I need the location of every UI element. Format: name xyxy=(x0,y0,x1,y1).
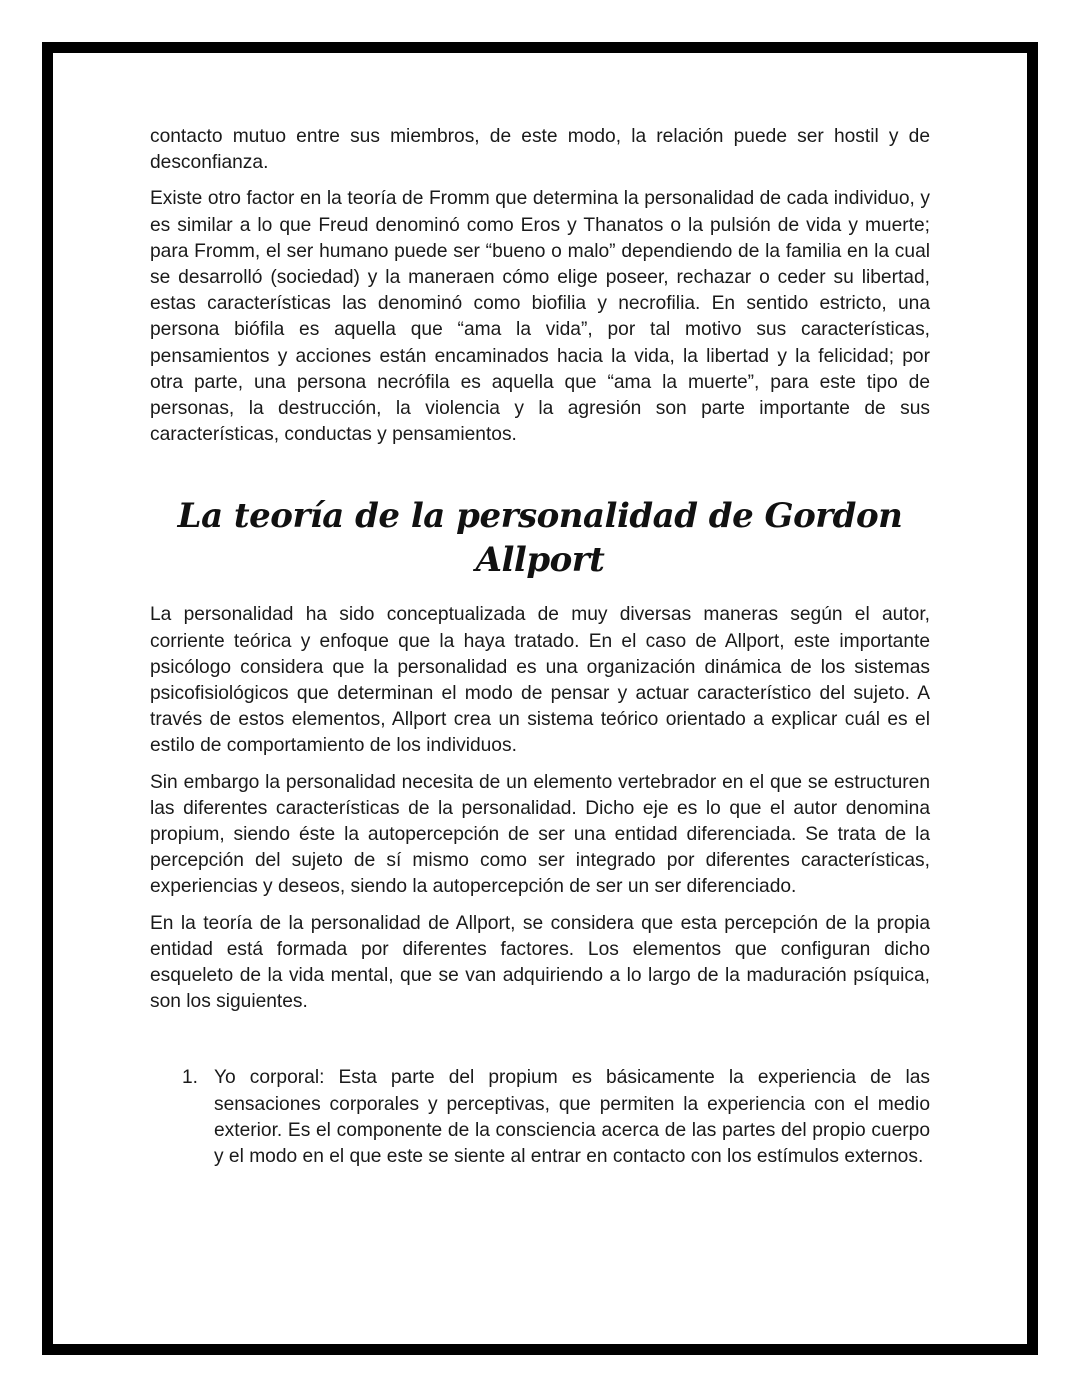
paragraph-allport-factors: En la teoría de la personalidad de Allport, se considera que esta percepción de la propia entidad está formada por diferentes factores. Los elementos que configuran dicho esqueleto de la vida mental, que se van adquiriendo a lo largo de la maduración psíquica, son los siguientes. xyxy=(150,912,930,1013)
paragraph-allport-propium: Sin embargo la personalidad necesita de un elemento vertebrador en el que se estructuren las diferentes características de la personalidad. Dicho eje es lo que el autor denomina propium, siendo éste la autopercepción de ser una entidad diferenciada. Se trata de la percepción del sujeto de sí mismo como ser integrado por diferentes características, experiencias y deseos, siendo la autopercepción de ser un ser diferenciado. xyxy=(150,771,930,898)
paragraph-fromm-relationship: contacto mutuo entre sus miembros, de este modo, la relación puede ser hostil y de desconfianza. xyxy=(150,126,930,174)
list-item-yo-corporal xyxy=(150,1065,930,1170)
paragraph-allport-definition: La personalidad ha sido conceptualizada de muy diversas maneras según el autor, corriente teórica y enfoque que la haya tratado. En el caso de Allport, este importante psicólogo considera que la personalidad es una organización dinámica de los sistemas psicofisiológicos que determinan el modo de pensar y actuar característico del sujeto. A través de estos elementos, Allport crea un sistema teórico orientado a explicar cuál es el estilo de comportamiento de los individuos. xyxy=(150,604,930,757)
paragraph-fromm-biofilia-necrofilia: Existe otro factor en la teoría de Fromm que determina la personalidad de cada individuo, y es similar a lo que Freud denominó como Eros y Thanatos o la pulsión de vida y muerte; para Fromm, el ser humano puede ser “bueno o malo” dependiendo de la familia en la cual se desarrolló (sociedad) y la maneraen cómo elige poseer, rechazar o ceder su libertad, estas características las denominó como biofilia y necrofilia. En sentido estricto, una persona biófila es aquella que “ama la vida”, por tal motivo sus características, pensamientos y acciones están encaminados hacia la vida, la libertad y la felicidad; por otra parte, una persona necrófila es aquella que “ama la muerte”, para este tipo de personas, la destrucción, la violencia y la agresión son parte importante de sus características, conductas y pensamientos. xyxy=(150,188,930,446)
list-item-text: Yo corporal: Esta parte del propium es básicamente la experiencia de las sensaciones corporales y perceptivas, que permiten la experiencia con el medio exterior. Es el componente de la consciencia acerca de las partes del propio cuerpo y el modo en el que este se siente al entrar en contacto con los estímulos externos. xyxy=(214,1067,930,1168)
section-heading-allport: La teoría de la personalidad de Gordon Allport xyxy=(177,496,903,581)
document-body xyxy=(150,124,930,1170)
list-item-number: 1. xyxy=(182,1067,199,1089)
propium-elements-list xyxy=(150,1065,930,1170)
